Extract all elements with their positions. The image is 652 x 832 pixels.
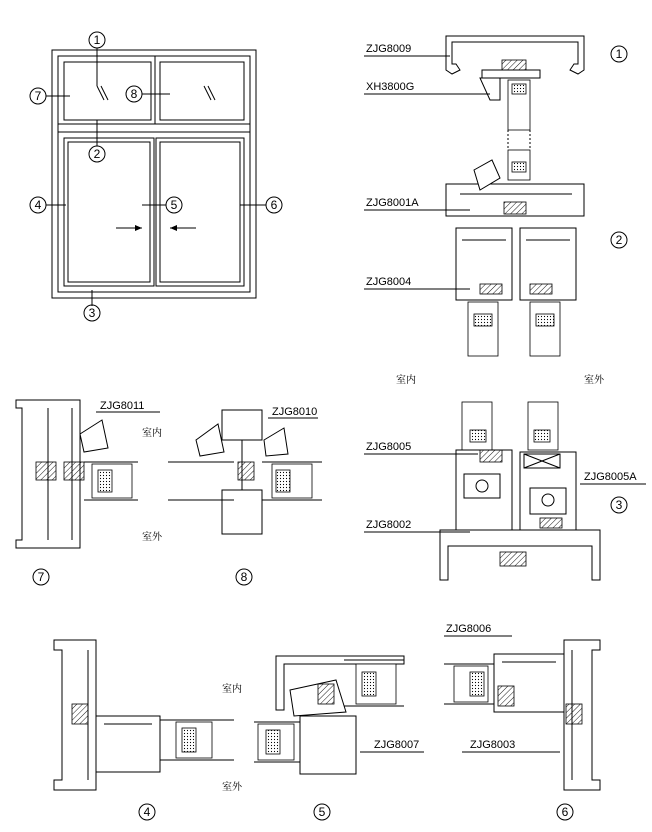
section-5 — [222, 656, 424, 820]
section-callout-8 — [236, 569, 252, 585]
label-xh3800g: XH3800G — [366, 81, 415, 93]
window-elevation — [30, 32, 282, 321]
label-zjg8009: ZJG8009 — [366, 43, 412, 55]
elevation-callout-3 — [84, 305, 100, 321]
section-callout-5 — [314, 804, 330, 820]
elevation-callout-2 — [89, 146, 105, 162]
section-callout-7 — [33, 569, 49, 585]
interior-label: 室内 — [396, 375, 416, 386]
label-zjg8005a: ZJG8005A — [584, 471, 637, 483]
elevation-callout-1 — [89, 32, 105, 48]
svg-text:1: 1 — [93, 33, 101, 47]
section-callout-3 — [611, 497, 627, 513]
label-zjg8007: ZJG8007 — [374, 739, 420, 751]
svg-text:6: 6 — [561, 805, 569, 819]
label-zjg8002: ZJG8002 — [366, 519, 412, 531]
elevation-callout-4 — [30, 197, 46, 213]
section-8 — [168, 406, 322, 585]
svg-text:2: 2 — [93, 147, 101, 161]
section-6 — [444, 623, 600, 820]
interior-label-5: 室内 — [222, 684, 242, 695]
section-4 — [54, 640, 234, 820]
label-zjg8010: ZJG8010 — [272, 406, 318, 418]
label-zjg8011: ZJG8011 — [100, 400, 145, 412]
section-callout-4 — [139, 804, 155, 820]
exterior-label-5: 室外 — [222, 782, 242, 793]
elevation-callout-6 — [266, 197, 282, 213]
svg-text:3: 3 — [615, 498, 623, 512]
label-zjg8004: ZJG8004 — [366, 276, 412, 288]
svg-text:7: 7 — [37, 570, 45, 584]
elevation-callout-5 — [166, 197, 182, 213]
svg-text:5: 5 — [170, 198, 178, 212]
svg-text:1: 1 — [615, 47, 623, 61]
section-callout-1 — [611, 46, 627, 62]
interior-label-7: 室内 — [142, 428, 162, 439]
svg-text:4: 4 — [143, 805, 151, 819]
label-zjg8006: ZJG8006 — [446, 623, 492, 635]
section-1-2-vertical — [364, 36, 627, 386]
exterior-label: 室外 — [584, 375, 604, 386]
label-zjg8003: ZJG8003 — [470, 739, 516, 751]
svg-text:3: 3 — [88, 306, 96, 320]
exterior-label-7: 室外 — [142, 532, 162, 543]
svg-text:6: 6 — [270, 198, 278, 212]
svg-text:2: 2 — [615, 233, 623, 247]
label-zjg8001a: ZJG8001A — [366, 197, 419, 209]
section-callout-2 — [611, 232, 627, 248]
svg-text:5: 5 — [318, 805, 326, 819]
svg-text:8: 8 — [130, 87, 138, 101]
section-callout-6 — [557, 804, 573, 820]
section-3 — [364, 402, 646, 580]
elevation-callout-7 — [30, 88, 46, 104]
section-7 — [16, 400, 163, 585]
svg-text:4: 4 — [34, 198, 42, 212]
label-zjg8005: ZJG8005 — [366, 441, 412, 453]
svg-text:7: 7 — [34, 89, 42, 103]
elevation-callout-8 — [126, 86, 142, 102]
svg-text:8: 8 — [240, 570, 248, 584]
